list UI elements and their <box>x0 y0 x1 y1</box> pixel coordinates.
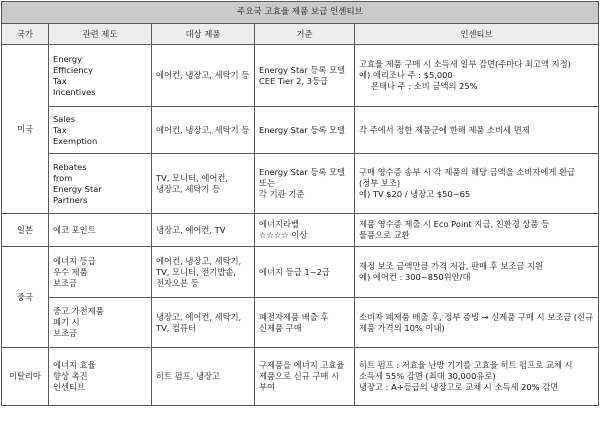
country-cell-china: 중국 <box>2 247 49 348</box>
incentive-cell <box>355 45 599 107</box>
incentive-line: 고효율 제품 구매 시 소득세 일부 감면(주마다 최고액 지정) <box>359 59 571 69</box>
policy-cell <box>49 247 152 298</box>
header-country: 국가 <box>2 24 49 45</box>
incentive-cell: 소비자 폐제품 배출 후, 정부 증빙 → 신제품 구매 시 보조금 (신규 제품 가격의 10% 이내) <box>355 298 599 348</box>
header-products: 대상 제품 <box>152 24 255 45</box>
criteria-line: ☆☆☆☆ 이상 <box>259 230 308 240</box>
policy-line: Rebates <box>53 161 87 172</box>
policy-line: Tax <box>53 75 67 86</box>
criteria-cell: 에너지 등급 1~2급 <box>255 247 355 298</box>
products-cell: 히트 펌프, 냉장고 <box>152 348 255 406</box>
policy-line: Partners <box>53 194 88 205</box>
incentive-line: 구매 영수증 송부 시 각 제품의 해당 금액을 소비자에게 환급 (정부 보조) <box>359 167 576 188</box>
policy-cell <box>49 107 152 154</box>
policy-line: 에너지 효율 <box>53 360 96 370</box>
policy-cell <box>49 348 152 406</box>
criteria-cell: 구제품을 에너지 고효율 제품으로 신규 구매 시 부여 <box>255 348 355 406</box>
policy-cell <box>49 45 152 107</box>
table-row <box>2 107 599 154</box>
criteria-cell: 폐전자제품 배출 후 신제품 구매 <box>255 298 355 348</box>
policy-line: 보조금 <box>53 277 78 288</box>
incentive-line: 히트 펌프 : 저효율 난방 기기를 고효율 히트 펌프로 교체 시 소득세 55% 감면 (최대 30,000유로) <box>359 360 573 381</box>
criteria-line: Energy Star 등록 모델 <box>259 64 346 75</box>
incentive-line: 예) TV $20 / 냉장고 $50~65 <box>359 189 471 199</box>
incentive-line: 예) 에어컨 : 300~850위안/대 <box>359 272 471 282</box>
policy-cell <box>49 154 152 214</box>
policy-cell: 에코 포인트 <box>49 214 152 247</box>
country-cell-us: 미국 <box>2 45 49 214</box>
criteria-cell <box>255 45 355 107</box>
table-row <box>2 247 599 298</box>
header-incentive: 인센티브 <box>355 24 599 45</box>
incentive-cell <box>355 214 599 247</box>
policy-line: Exemption <box>53 135 98 146</box>
policy-line: Energy <box>53 53 83 64</box>
criteria-cell: Energy Star 등록 모델 <box>255 107 355 154</box>
incentive-cell <box>355 247 599 298</box>
policy-line: Energy Star <box>53 183 102 194</box>
products-cell: 에어컨, 냉장고, 세탁기 등 <box>152 107 255 154</box>
incentive-cell: 각 주에서 정한 제품군에 한해 제품 소비세 면제 <box>355 107 599 154</box>
criteria-cell <box>255 214 355 247</box>
table-row <box>2 154 599 214</box>
criteria-line: CEE Tier 2, 3등급 <box>259 75 329 86</box>
header-criteria: 기준 <box>255 24 355 45</box>
policy-line: 보조금 <box>53 328 78 338</box>
policy-line: 우수 제품 <box>53 266 88 277</box>
table-row <box>2 298 599 348</box>
table-title: 주요국 고효율 제품 보급 인센티브 <box>2 2 599 24</box>
incentive-table <box>1 1 599 406</box>
incentive-line: 몬태나 주 : 소비 금액의 25% <box>371 81 478 91</box>
policy-line: 인센티브 <box>53 382 86 392</box>
incentive-line: 물품으로 교환 <box>359 230 410 240</box>
policy-line: 향상 촉진 <box>53 371 88 381</box>
criteria-line: 에너지라벨 <box>259 219 300 229</box>
table-header-row <box>2 24 599 45</box>
country-cell-japan: 일본 <box>2 214 49 247</box>
policy-line: from <box>53 172 73 183</box>
policy-line: Incentives <box>53 86 96 97</box>
criteria-line: Energy Star 등록 모델 <box>259 167 346 177</box>
incentive-line: 재정 보조 금액만큼 가격 저감, 판매 후 보조금 지원 <box>359 261 544 271</box>
products-cell: 냉장고, 에어컨, TV <box>152 214 255 247</box>
products-cell: TV, 모니터, 에어컨, 냉장고, 세탁기 등 <box>152 154 255 214</box>
table-row <box>2 45 599 107</box>
criteria-line: 각 기관 기준 <box>259 189 305 199</box>
policy-line: Sales <box>53 113 76 124</box>
policy-line: Efficiency <box>53 64 93 75</box>
criteria-cell <box>255 154 355 214</box>
products-cell: 에어컨, 냉장고, 세탁기, TV, 모니터, 전기밥솥, 전자오븐 등 <box>152 247 255 298</box>
policy-line: 에너지 등급 <box>53 255 96 266</box>
table-row <box>2 348 599 406</box>
policy-line: 중고 가전제품 <box>53 306 104 316</box>
table-row <box>2 214 599 247</box>
incentive-line: 제품 영수증 제출 시 Eco Point 지급, 친환경 상품 등 <box>359 219 550 229</box>
incentive-cell <box>355 348 599 406</box>
policy-cell <box>49 298 152 348</box>
country-cell-italy: 이탈리아 <box>2 348 49 406</box>
products-cell: 에어컨, 냉장고, 세탁기 등 <box>152 45 255 107</box>
incentive-line: 예) 애리조나 주 : $5,000 <box>359 70 453 80</box>
criteria-line: 또는 <box>259 178 276 188</box>
policy-line: Tax <box>53 124 67 135</box>
incentive-line: 냉장고 : A+등급의 냉장고로 교체 시 소득세 20% 감면 <box>359 382 559 392</box>
products-cell: 냉장고, 에어컨, 세탁기, TV, 컴퓨터 <box>152 298 255 348</box>
incentive-cell <box>355 154 599 214</box>
policy-line: 폐기 시 <box>53 317 80 327</box>
header-policy: 관련 제도 <box>49 24 152 45</box>
table-title-row <box>2 2 599 24</box>
